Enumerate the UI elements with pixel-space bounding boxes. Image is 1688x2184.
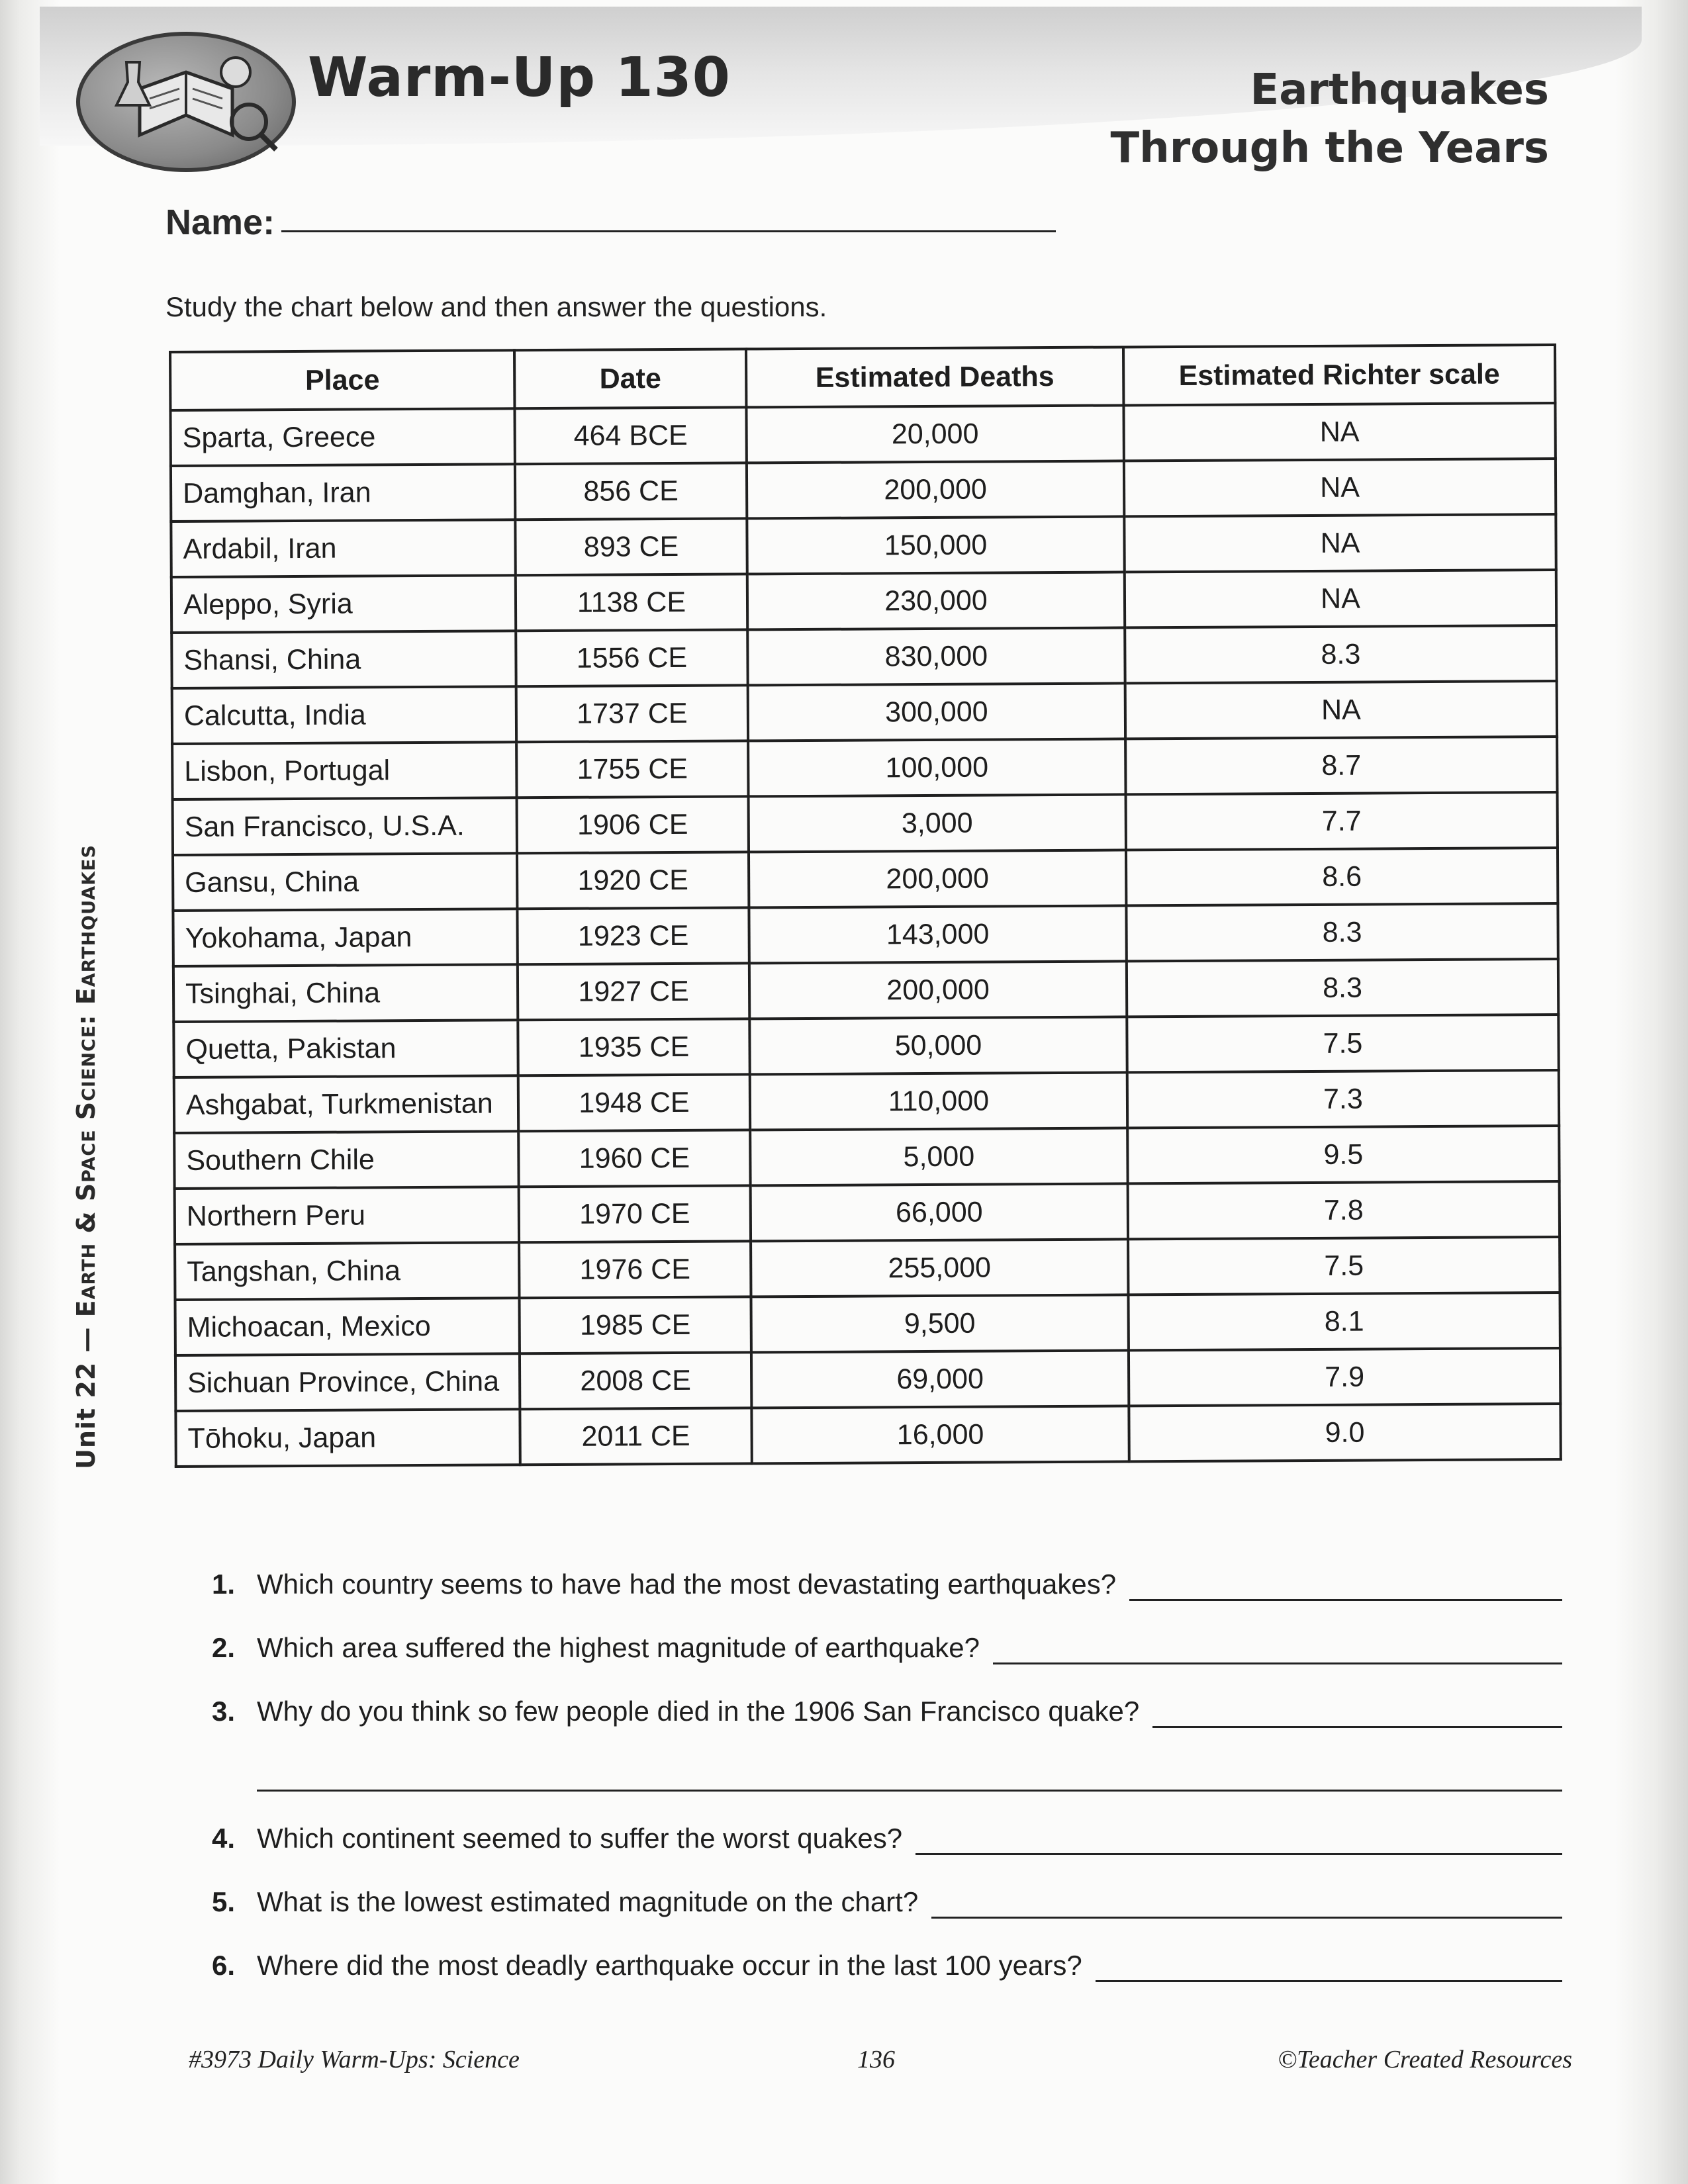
- cell-date: 2011 CE: [520, 1408, 751, 1465]
- cell-date: 2008 CE: [520, 1352, 751, 1409]
- cell-richter: NA: [1125, 681, 1557, 739]
- cell-deaths: 50,000: [749, 1017, 1127, 1074]
- cell-place: Ashgabat, Turkmenistan: [174, 1075, 518, 1133]
- table-row: [175, 1237, 1560, 1300]
- table-row: [174, 1126, 1559, 1189]
- cell-place: Gansu, China: [173, 853, 517, 911]
- cell-date: 1737 CE: [516, 685, 748, 742]
- cell-richter: 8.1: [1128, 1293, 1560, 1350]
- cell-place: Calcutta, India: [172, 686, 516, 744]
- cell-richter: 7.3: [1127, 1070, 1559, 1128]
- science-book-logo-icon: [76, 32, 296, 172]
- table-row: [173, 903, 1558, 966]
- cell-richter: 8.3: [1127, 959, 1558, 1017]
- question-number: 1.: [212, 1569, 236, 1600]
- header-estimated-deaths: Estimated Deaths: [746, 347, 1123, 407]
- cell-richter: NA: [1123, 403, 1555, 461]
- topic-line-2: Through the Years: [1110, 124, 1549, 173]
- cell-place: Yokohama, Japan: [173, 909, 517, 966]
- cell-richter: 8.6: [1126, 848, 1558, 905]
- questions-list: [212, 1569, 1562, 2013]
- cell-deaths: 16,000: [751, 1406, 1129, 1463]
- table-row: [173, 959, 1558, 1022]
- instructions: Study the chart below and then answer the questions.: [165, 291, 827, 322]
- table-row: [175, 1348, 1560, 1411]
- table-row: [175, 1181, 1560, 1244]
- table-row: [171, 625, 1556, 688]
- cell-place: Tōhoku, Japan: [175, 1409, 520, 1467]
- cell-richter: 9.0: [1129, 1404, 1560, 1461]
- cell-deaths: 143,000: [749, 905, 1126, 963]
- cell-deaths: 69,000: [751, 1350, 1129, 1408]
- cell-date: 1556 CE: [516, 629, 747, 686]
- cell-place: Tsinghai, China: [173, 964, 518, 1022]
- cell-date: 1970 CE: [519, 1185, 751, 1242]
- table-row: [171, 570, 1556, 633]
- cell-date: 1138 CE: [516, 574, 747, 631]
- answer-line[interactable]: [1096, 1980, 1562, 1982]
- cell-place: Sichuan Province, China: [175, 1353, 520, 1411]
- unit-sidebar-label: [71, 844, 101, 1469]
- cell-deaths: 200,000: [749, 961, 1127, 1019]
- cell-deaths: 150,000: [747, 516, 1124, 574]
- topic-line-1: Earthquakes: [1250, 66, 1549, 114]
- table-row: [171, 459, 1556, 522]
- cell-place: Tangshan, China: [175, 1242, 519, 1300]
- question-number: 5.: [212, 1886, 236, 1917]
- warm-up-title: Warm-Up 130: [308, 46, 731, 109]
- question-text: Where did the most deadly earthquake occur in the last 100 years?: [257, 1950, 1082, 1981]
- cell-place: Damghan, Iran: [171, 464, 515, 522]
- question-number: 6.: [212, 1950, 236, 1981]
- question-text: Which continent seemed to suffer the worst quakes?: [257, 1823, 903, 1854]
- question-number: 4.: [212, 1823, 236, 1854]
- worksheet-topic: [1110, 61, 1549, 177]
- cell-date: 1920 CE: [517, 852, 749, 909]
- cell-date: 1923 CE: [517, 907, 749, 964]
- question-text: Why do you think so few people died in the 1906 San Francisco quake?: [257, 1696, 1140, 1727]
- answer-line[interactable]: [993, 1662, 1562, 1664]
- header-richter-scale: Estimated Richter scale: [1123, 345, 1555, 405]
- cell-date: 464 BCE: [514, 407, 746, 464]
- table-row: [170, 403, 1555, 466]
- table-row: [172, 681, 1557, 744]
- answer-line[interactable]: [1129, 1599, 1562, 1601]
- cell-date: 1985 CE: [520, 1297, 751, 1353]
- cell-place: Shansi, China: [171, 631, 516, 688]
- cell-deaths: 200,000: [749, 850, 1126, 907]
- cell-richter: 7.8: [1128, 1181, 1560, 1239]
- cell-place: Sparta, Greece: [170, 408, 514, 466]
- table-row: [172, 737, 1557, 799]
- question-5: [212, 1886, 1562, 1950]
- question-text: Which country seems to have had the most devastating earthquakes?: [257, 1569, 1117, 1600]
- cell-place: Southern Chile: [174, 1131, 518, 1189]
- cell-place: Ardabil, Iran: [171, 520, 515, 577]
- cell-deaths: 300,000: [748, 683, 1125, 741]
- sidebar-topic: Earthquakes: [71, 844, 101, 1005]
- answer-line[interactable]: [1152, 1726, 1562, 1728]
- question-text: What is the lowest estimated magnitude on the chart?: [257, 1886, 919, 1917]
- cell-deaths: 830,000: [747, 627, 1125, 685]
- cell-date: 1906 CE: [517, 796, 749, 853]
- table-row: [175, 1293, 1560, 1355]
- cell-date: 893 CE: [515, 518, 747, 575]
- cell-date: 1960 CE: [518, 1130, 750, 1187]
- table-row: [173, 1015, 1558, 1077]
- name-label: Name:: [165, 203, 275, 242]
- cell-richter: 7.7: [1126, 792, 1558, 850]
- answer-line[interactable]: [257, 1790, 1562, 1792]
- header-place: Place: [170, 350, 514, 410]
- sidebar-unit: Unit 22 —: [71, 1317, 101, 1469]
- cell-place: Lisbon, Portugal: [172, 742, 516, 799]
- cell-deaths: 230,000: [747, 572, 1125, 629]
- answer-line[interactable]: [931, 1917, 1562, 1919]
- question-number: 3.: [212, 1696, 236, 1727]
- name-field[interactable]: [281, 230, 1056, 232]
- cell-date: 1935 CE: [518, 1019, 749, 1075]
- earthquake-table: [169, 343, 1562, 1468]
- sidebar-subject: Earth & Space Science:: [71, 1005, 101, 1318]
- cell-place: Quetta, Pakistan: [173, 1020, 518, 1077]
- table-row: [175, 1404, 1560, 1467]
- cell-richter: 8.7: [1125, 737, 1557, 794]
- cell-richter: 7.9: [1129, 1348, 1560, 1406]
- cell-deaths: 9,500: [751, 1295, 1128, 1352]
- question-number: 2.: [212, 1632, 236, 1663]
- cell-richter: NA: [1124, 514, 1556, 572]
- cell-deaths: 100,000: [748, 739, 1125, 796]
- table-row: [174, 1070, 1559, 1133]
- cell-deaths: 255,000: [751, 1239, 1128, 1297]
- cell-richter: 7.5: [1128, 1237, 1560, 1295]
- cell-richter: 8.3: [1125, 625, 1556, 683]
- cell-deaths: 5,000: [750, 1128, 1127, 1185]
- header-date: Date: [514, 349, 746, 408]
- answer-line[interactable]: [915, 1853, 1562, 1855]
- table-row: [173, 848, 1558, 911]
- cell-place: San Francisco, U.S.A.: [173, 797, 517, 855]
- cell-place: Aleppo, Syria: [171, 575, 516, 633]
- table-row: [173, 792, 1558, 855]
- cell-deaths: 20,000: [746, 405, 1123, 463]
- page-number: 136: [857, 2046, 895, 2073]
- question-text: Which area suffered the highest magnitude of earthquake?: [257, 1632, 980, 1663]
- cell-deaths: 110,000: [750, 1072, 1127, 1130]
- cell-richter: NA: [1125, 570, 1556, 627]
- cell-date: 1755 CE: [516, 741, 748, 797]
- cell-richter: 8.3: [1126, 903, 1558, 961]
- question-6: [212, 1950, 1562, 2013]
- cell-deaths: 3,000: [749, 794, 1126, 852]
- question-2: [212, 1632, 1562, 1696]
- cell-richter: NA: [1124, 459, 1556, 516]
- table-header-row: [170, 345, 1555, 410]
- footer-copyright: ©Teacher Created Resources: [1278, 2046, 1572, 2073]
- cell-date: 1927 CE: [518, 963, 749, 1020]
- cell-deaths: 66,000: [751, 1183, 1128, 1241]
- answer-line-continued: [212, 1759, 1562, 1823]
- question-4: [212, 1823, 1562, 1886]
- question-3: [212, 1696, 1562, 1759]
- cell-date: 1948 CE: [518, 1074, 750, 1131]
- cell-richter: 9.5: [1127, 1126, 1559, 1183]
- cell-place: Northern Peru: [175, 1187, 519, 1244]
- cell-date: 856 CE: [515, 463, 747, 520]
- question-1: [212, 1569, 1562, 1632]
- cell-richter: 7.5: [1127, 1015, 1558, 1072]
- cell-deaths: 200,000: [747, 461, 1124, 518]
- table-row: [171, 514, 1556, 577]
- cell-place: Michoacan, Mexico: [175, 1298, 520, 1355]
- cell-date: 1976 CE: [519, 1241, 751, 1298]
- footer-book-title: #3973 Daily Warm-Ups: Science: [189, 2046, 520, 2073]
